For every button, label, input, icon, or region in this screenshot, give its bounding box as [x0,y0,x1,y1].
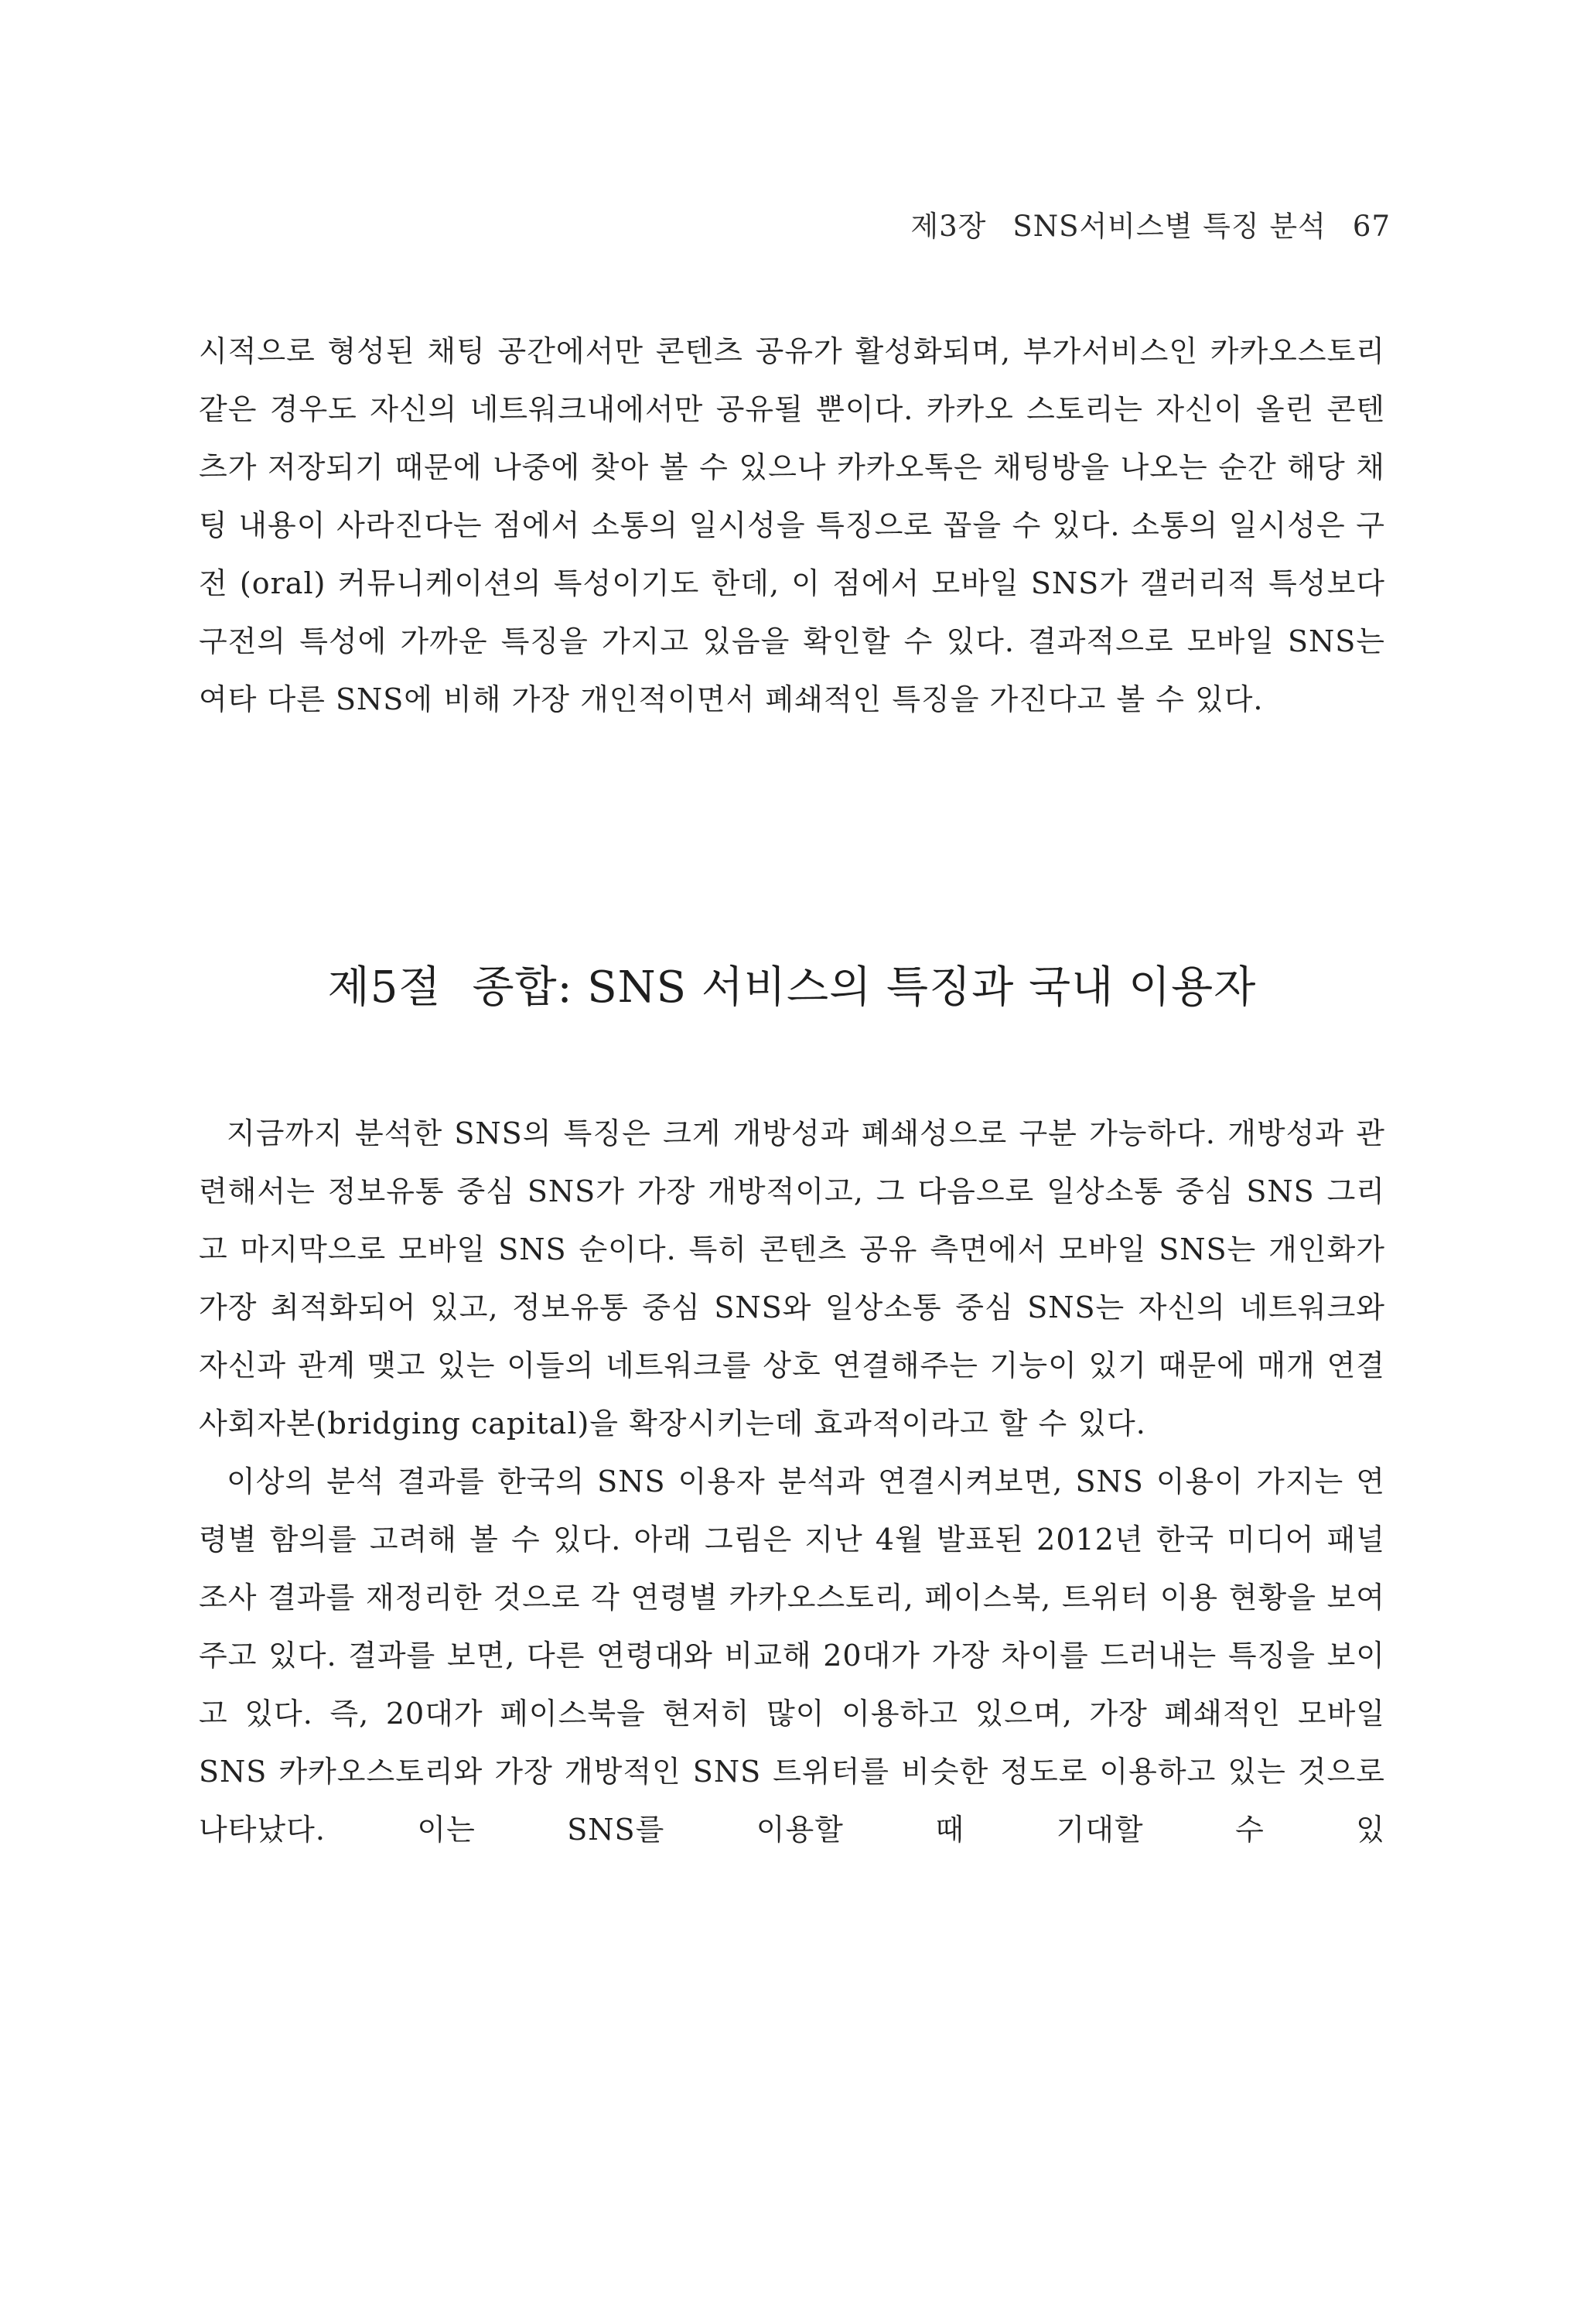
section-heading [0,953,1584,1015]
section-body [199,1105,1385,1859]
continued-paragraph-block [199,323,1385,729]
running-head [910,203,1391,244]
page-number: 67 [1352,210,1391,243]
section-number: 제5절 [327,962,442,1013]
section-title: 종합: SNS 서비스의 특징과 국내 이용자 [472,962,1257,1013]
paragraph-summary: 지금까지 분석한 SNS의 특징은 크게 개방성과 폐쇄성으로 구분 가능하다. 개방성과 관련해서는 정보유통 중심 SNS가 가장 개방적이고, 그 다음으로 일상소통 중심 SNS 그리고 마지막으로 모바일 SNS 순이다. 특히 콘텐츠 공유 측면에서 모바일 SNS는 개인화가 가장 최적화되어 있고, 정보유통 중심 SNS와 일상소통 중심 SNS는 자신의 네트워크와 자신과 관계 맺고 있는 이들의 네트워크를 상호 연결해주는 기능이 있기 때문에 매개 연결 사회자본(bridging capital)을 확장시키는데 효과적이라고 할 수 있다. [199,1116,1385,1441]
running-head-title: SNS서비스별 특징 분석 [1012,210,1326,243]
paragraph-continued: 시적으로 형성된 채팅 공간에서만 콘텐츠 공유가 활성화되며, 부가서비스인 카카오스토리 같은 경우도 자신의 네트워크내에서만 공유될 뿐이다. 카카오 스토리는 자신이 올린 콘텐츠가 저장되기 때문에 나중에 찾아 볼 수 있으나 카카오톡은 채팅방을 나오는 순간 해당 채팅 내용이 사라진다는 점에서 소통의 일시성을 특징으로 꼽을 수 있다. 소통의 일시성은 구전 (oral) 커뮤니케이션의 특성이기도 한데, 이 점에서 모바일 SNS가 갤러리적 특성보다 구전의 특성에 가까운 특징을 가지고 있음을 확인할 수 있다. 결과적으로 모바일 SNS는 여타 다른 SNS에 비해 가장 개인적이면서 폐쇄적인 특징을 가진다고 볼 수 있다. [199,334,1385,716]
paragraph-analysis: 이상의 분석 결과를 한국의 SNS 이용자 분석과 연결시켜보면, SNS 이용이 가지는 연령별 함의를 고려해 볼 수 있다. 아래 그림은 지난 4월 발표된 2012년 한국 미디어 패널 조사 결과를 재정리한 것으로 각 연령별 카카오스토리, 페이스북, 트위터 이용 현황을 보여주고 있다. 결과를 보면, 다른 연령대와 비교해 20대가 가장 차이를 드러내는 특징을 보이고 있다. 즉, 20대가 페이스북을 현저히 많이 이용하고 있으며, 가장 폐쇄적인 모바일 SNS 카카오스토리와 가장 개방적인 SNS 트위터를 비슷한 정도로 이용하고 있는 것으로 나타났다. 이는 SNS를 이용할 때 기대할 수 있 [199,1464,1385,1847]
running-head-chapter: 제3장 [910,210,987,243]
